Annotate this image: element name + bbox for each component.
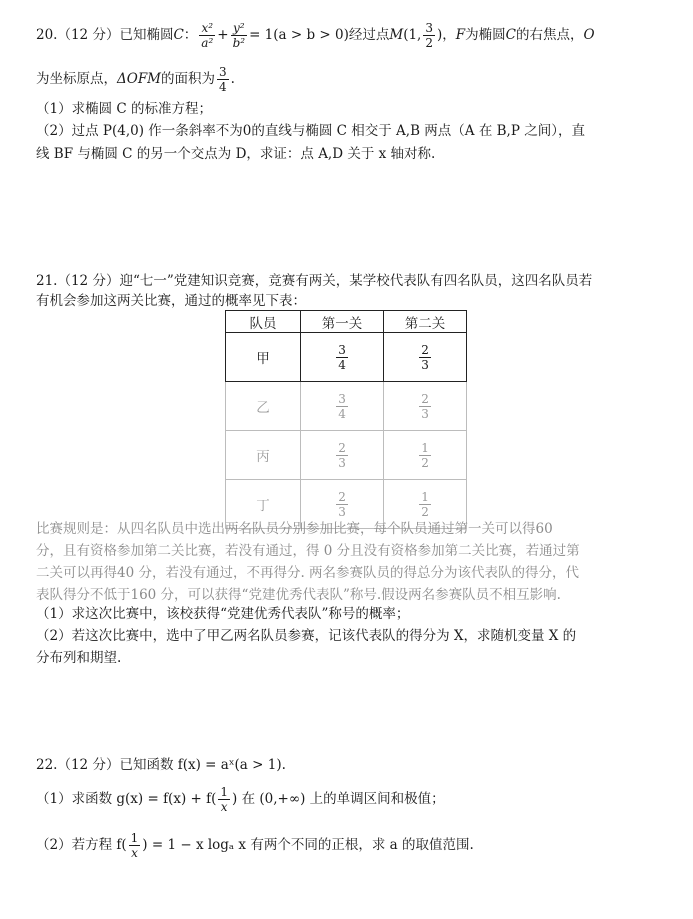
player-name: 丁 (226, 480, 301, 529)
header-round2: 第二关 (384, 311, 467, 333)
x2-over-a2: $\frac{\text{x²}}{\text{a²}}$ (201, 21, 214, 50)
player-name: 甲 (226, 333, 301, 382)
table-row (226, 333, 467, 382)
q20-part1: （1）求椭圆 C 的标准方程； (36, 101, 213, 117)
ellipse-condition: = 1(a > b > 0) (249, 27, 349, 43)
q21-rules-line4: 表队得分不低于160 分，可以获得“党建优秀代表队”称号.假设两名参赛队员不相互影响. (36, 587, 561, 603)
prob-round2: $\frac{1}{2}$ (384, 480, 467, 529)
table-row (226, 382, 467, 431)
q22-line1: 22.（12 分）已知函数 f(x) = aˣ(a > 1). (36, 757, 286, 773)
q21-rules-line3: 二关可以再得40 分，若没有通过，不再得分. 两名参赛队员的得总分为该代表队的得分，代 (36, 565, 580, 581)
y2-over-b2: $\frac{\text{y²}}{\text{b²}}$ (232, 21, 246, 50)
header-player: 队员 (226, 311, 301, 333)
header-round1: 第一关 (301, 311, 384, 333)
q22-part1: （1）求函数 g(x) = f(x) + f( $\frac{1}{x}$ ) 在 (0,+∞) 上的单调区间和极值； (36, 785, 445, 814)
table-header-row (226, 311, 467, 333)
player-name: 乙 (226, 382, 301, 431)
one-over-x: $\frac{1}{x}$ (130, 831, 139, 860)
probability-table (225, 310, 467, 529)
prob-round1: $\frac{3}{4}$ (301, 382, 384, 431)
q20-intro: 20.（12 分）已知椭圆 (36, 27, 174, 43)
q20-line1: 20.（12 分）已知椭圆C： $\frac{\text{x²}}{\text{a²}}$ + $\frac{\text{y²}}{\text{b²}}$ = 1(a > b > 0)经过点M(1, $\frac{3}{2}$ )，F为椭圆C的右焦点，O (36, 21, 595, 50)
one-over-x: $\frac{1}{x}$ (220, 785, 229, 814)
q21-rules-line2: 分，且有资格参加第二关比赛，若没有通过，得 0 分且没有资格参加第二关比赛，若通过第 (36, 543, 580, 559)
prob-round2: $\frac{2}{3}$ (384, 382, 467, 431)
q22-part2: （2）若方程 f( $\frac{1}{x}$ ) = 1 − x logₐ x 有两个不同的正根，求 a 的取值范围. (36, 831, 474, 860)
q21-line2: 有机会参加这两关比赛，通过的概率见下表： (36, 293, 306, 309)
q21-line1: 21.（12 分）迎“七一”党建知识竞赛，竞赛有两关，某学校代表队有四名队员，这四名队员若 (36, 273, 593, 289)
prob-round2: $\frac{1}{2}$ (384, 431, 467, 480)
q20-colon: ： (183, 27, 198, 43)
triangle-ofm: ΔOFM (117, 71, 162, 87)
player-name: 丙 (226, 431, 301, 480)
m-y-fraction: $\frac{3}{2}$ (425, 21, 433, 50)
q21-part2-line1: （2）若这次比赛中，选中了甲乙两名队员参赛，记该代表队的得分为 X，求随机变量 X 的 (36, 628, 577, 644)
prob-round1: $\frac{2}{3}$ (301, 480, 384, 529)
prob-round1: $\frac{2}{3}$ (301, 431, 384, 480)
prob-round2: $\frac{2}{3}$ (384, 333, 467, 382)
q20-part2-line2: 线 BF 与椭圆 C 的另一个交点为 D，求证：点 A,D 关于 x 轴对称. (36, 146, 436, 162)
q20-part2-line1: （2）过点 P(4,0) 作一条斜率不为0的直线与椭圆 C 相交于 A,B 两点（A 在 B,P 之间），直 (36, 123, 585, 139)
q21-part2-line2: 分布列和期望. (36, 650, 122, 666)
ellipse-label: C (173, 27, 184, 43)
table-row (226, 431, 467, 480)
q20-line2: 为坐标原点，ΔOFM的面积为 $\frac{3}{4}$ . (36, 65, 235, 94)
q21-rules-line1: 比赛规则是：从四名队员中选出两名队员分别参加比赛，每个队员通过第一关可以得60 (36, 521, 553, 537)
prob-round1: $\frac{3}{4}$ (301, 333, 384, 382)
q21-part1: （1）求这次比赛中，该校获得“党建优秀代表队”称号的概率； (36, 606, 410, 622)
area-fraction: $\frac{3}{4}$ (219, 65, 227, 94)
